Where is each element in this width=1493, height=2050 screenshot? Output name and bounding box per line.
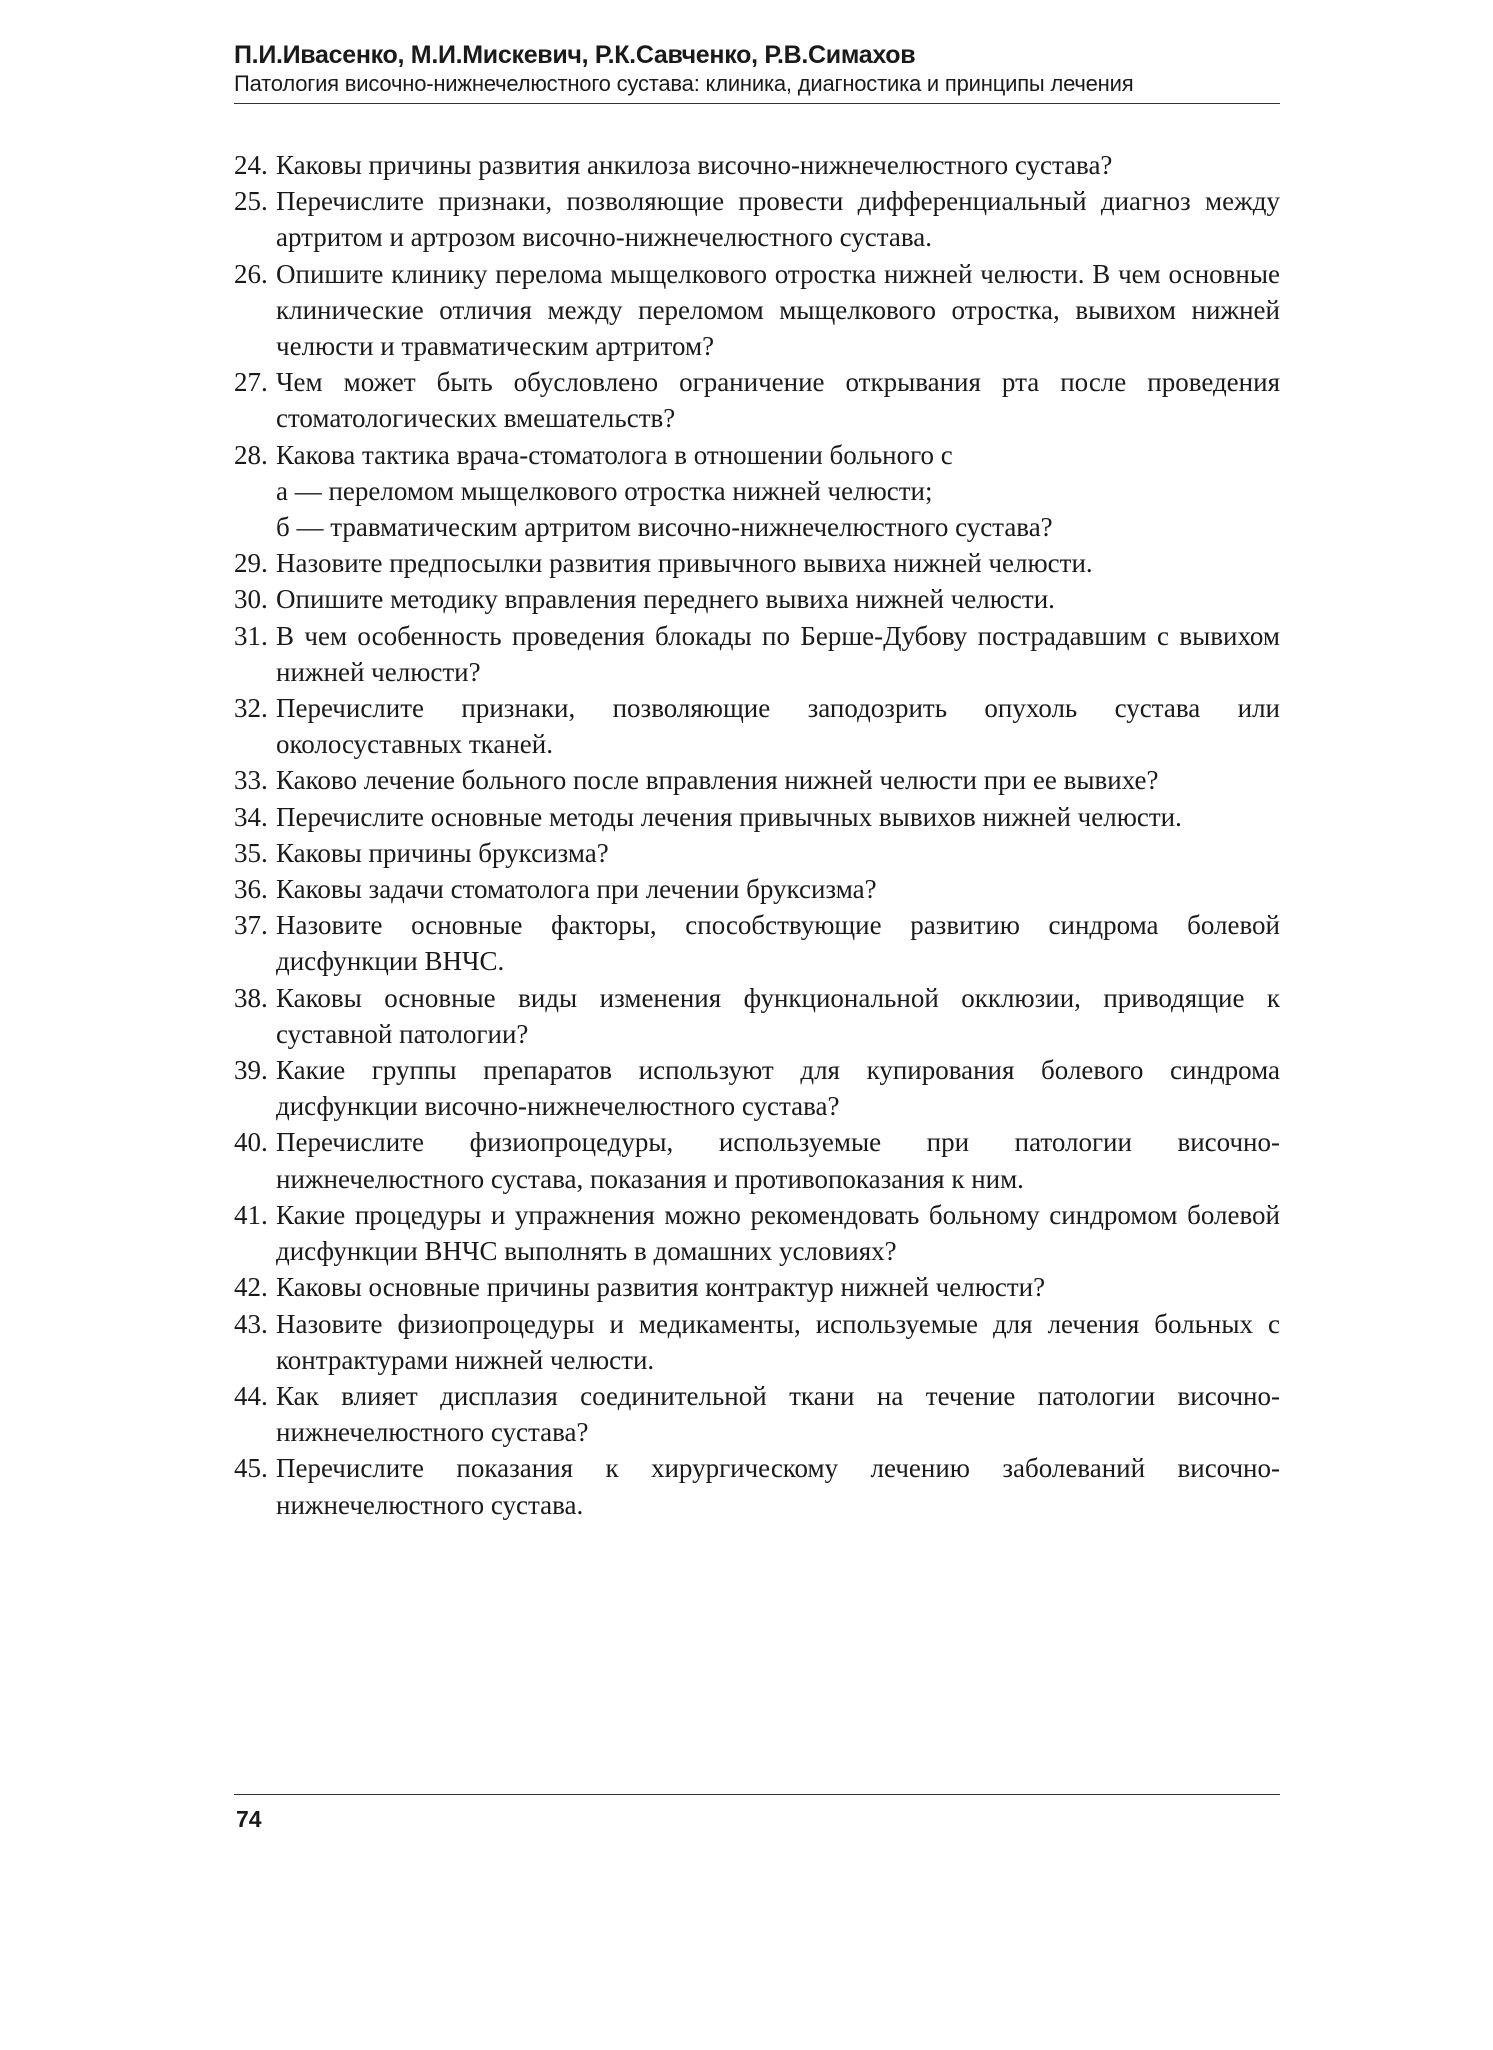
question-item xyxy=(234,799,1280,835)
question-text: Каковы основные причины развития контрактур нижней челюсти? xyxy=(276,1272,1046,1303)
question-number: 32. xyxy=(234,693,268,724)
question-number: 42. xyxy=(234,1272,268,1303)
question-number: 41. xyxy=(234,1199,268,1230)
question-text: Перечислите основные методы лечения привычных вывихов нижней челюсти. xyxy=(276,801,1182,832)
question-text: Каковы причины развития анкилоза височно-нижнечелюстного сустава? xyxy=(276,150,1113,180)
question-text: Каковы задачи стоматолога при лечении бруксизма? xyxy=(276,874,877,905)
header-authors: П.И.Ивасенко, М.И.Мискевич, Р.К.Савченко, Р.В.Симахов xyxy=(234,41,916,69)
question-item xyxy=(234,581,1280,617)
question-text: Какие группы препаратов используют для купирования болевого синдрома дисфункции височно-нижнечелюстного сустава? xyxy=(276,1055,1280,1122)
question-number: 38. xyxy=(234,982,268,1013)
question-text: Назовите физиопроцедуры и медикаменты, используемые для лечения больных с контрактурами нижней челюсти. xyxy=(276,1308,1280,1375)
question-item xyxy=(234,256,1280,365)
running-header xyxy=(234,40,1280,97)
question-text: В чем особенность проведения блокады по Берше-Дубову пострадавшим с вывихом нижней челюсти? xyxy=(276,620,1280,687)
header-divider xyxy=(234,103,1280,104)
question-text: Чем может быть обусловлено ограничение открывания рта после проведения стоматологических вмешательств? xyxy=(276,367,1280,434)
question-text: Опишите методику вправления переднего вывиха нижней челюсти. xyxy=(276,584,1055,615)
question-item xyxy=(234,1378,1280,1450)
question-text: Назовите предпосылки развития привычного вывиха нижней челюсти. xyxy=(276,548,1093,579)
question-number: 28. xyxy=(234,439,268,470)
question-text: Перечислите признаки, позволяющие заподозрить опухоль сустава или околосуставных тканей. xyxy=(276,693,1280,760)
question-item xyxy=(234,147,1280,183)
footer-divider xyxy=(234,1794,1280,1795)
question-item xyxy=(234,545,1280,581)
question-text: Перечислите показания к хирургическому лечению заболеваний височно-нижнечелюстного сустава. xyxy=(276,1453,1280,1520)
question-number: 29. xyxy=(234,548,268,579)
question-text: Назовите основные факторы, способствующие развитию синдрома болевой дисфункции ВНЧС. xyxy=(276,910,1280,977)
question-item xyxy=(234,762,1280,798)
question-sub-item: б — травматическим артритом височно-нижнечелюстного сустава? xyxy=(276,512,1053,543)
question-text: Какие процедуры и упражнения можно рекомендовать больному синдромом болевой дисфункции ВНЧС выполнять в домашних условиях? xyxy=(276,1199,1280,1267)
question-list xyxy=(234,147,1280,1523)
question-text: Каково лечение больного после вправления нижней челюсти при ее вывихе? xyxy=(276,765,1159,796)
question-text: Перечислите физиопроцедуры, используемые при патологии височно-нижнечелюстного сустава, показания и противопоказания к ним. xyxy=(276,1127,1280,1194)
question-text: Перечислите признаки, позволяющие провести дифференциальный диагноз между артритом и артрозом височно-нижнечелюстного сустава. xyxy=(276,186,1280,253)
header-book-title: Патология височно-нижнечелюстного сустава: клиника, диагностика и принципы лечения xyxy=(234,71,1134,96)
question-number: 35. xyxy=(234,837,268,868)
question-text: Как влияет дисплазия соединительной ткани на течение патологии височно-нижнечелюстного сустава? xyxy=(276,1380,1280,1448)
question-number: 44. xyxy=(234,1380,268,1411)
question-item xyxy=(234,1269,1280,1305)
question-item xyxy=(234,690,1280,762)
question-text: Какова тактика врача-стоматолога в отношении больного с xyxy=(276,439,953,470)
question-number: 27. xyxy=(234,367,268,398)
question-item xyxy=(234,183,1280,255)
question-item xyxy=(234,1124,1280,1196)
question-item xyxy=(234,1450,1280,1522)
question-item xyxy=(234,835,1280,871)
question-number: 33. xyxy=(234,765,268,796)
question-item xyxy=(234,364,1280,436)
question-item xyxy=(234,1197,1280,1269)
question-sub-item: а — переломом мыщелкового отростка нижней челюсти; xyxy=(276,475,933,506)
question-text: Каковы основные виды изменения функциональной окклюзии, приводящие к суставной патологии? xyxy=(276,982,1280,1049)
question-number: 39. xyxy=(234,1055,268,1086)
question-number: 31. xyxy=(234,620,268,651)
question-text: Опишите клинику перелома мыщелкового отростка нижней челюсти. В чем основные клинические отличия между переломом мыщелкового отростка, вывихом нижней челюсти и травматическим артритом? xyxy=(276,258,1280,362)
question-item xyxy=(234,980,1280,1052)
question-item xyxy=(234,437,1280,546)
question-number: 37. xyxy=(234,910,268,941)
question-number: 43. xyxy=(234,1308,268,1339)
question-number: 40. xyxy=(234,1127,268,1158)
question-item xyxy=(234,1306,1280,1378)
question-item xyxy=(234,1052,1280,1124)
question-number: 45. xyxy=(234,1453,268,1484)
question-number: 36. xyxy=(234,874,268,905)
question-number: 34. xyxy=(234,801,268,832)
question-item xyxy=(234,618,1280,690)
question-number: 26. xyxy=(234,258,268,289)
question-item xyxy=(234,871,1280,907)
question-number: 30. xyxy=(234,584,268,615)
question-text: Каковы причины бруксизма? xyxy=(276,837,609,868)
question-number: 25. xyxy=(234,186,268,217)
question-number: 24. xyxy=(234,150,268,180)
page-number: 74 xyxy=(236,1806,262,1832)
question-item xyxy=(234,907,1280,979)
